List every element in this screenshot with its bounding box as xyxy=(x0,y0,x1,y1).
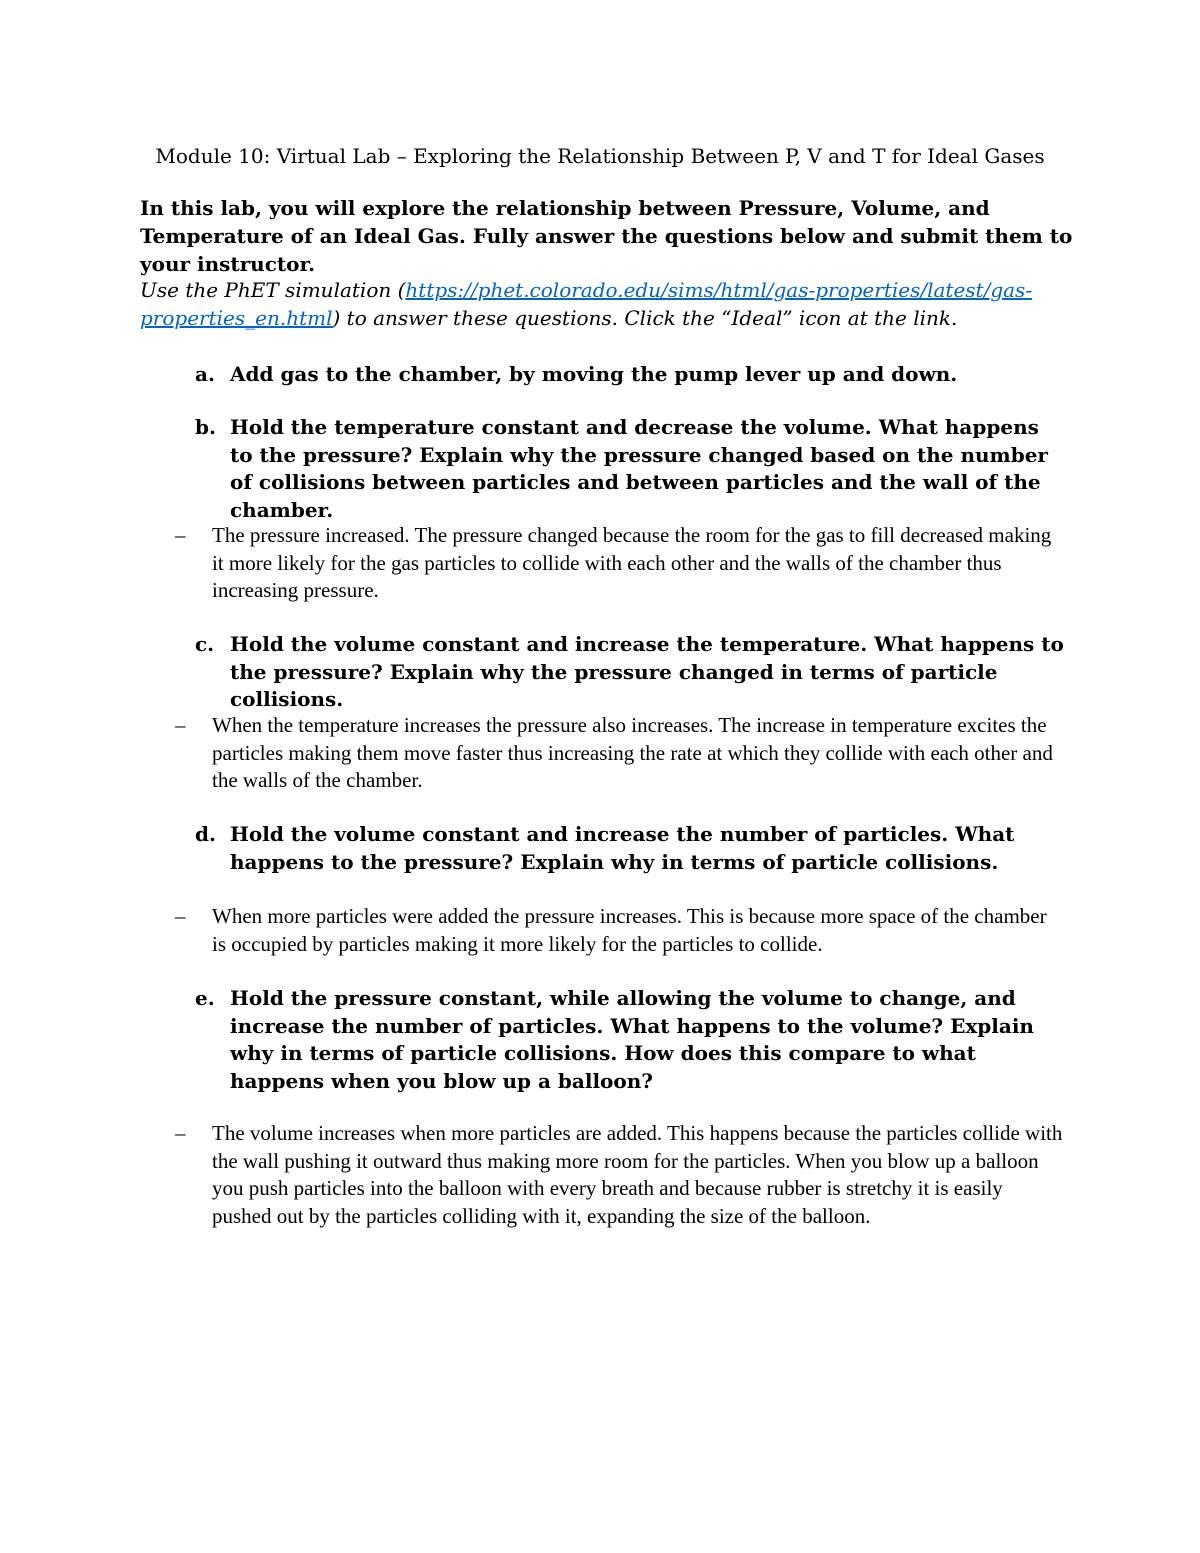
answer-b xyxy=(175,522,1065,605)
question-text: Hold the pressure constant, while allowing the volume to change, and increase the number of particles. What happens to the volume? Explain why in terms of particle collisions. How does this compare to what happens when you blow up a balloon? xyxy=(230,986,1034,1093)
answer-dash: – xyxy=(175,904,186,928)
question-letter: d. xyxy=(195,822,216,846)
question-letter: b. xyxy=(195,415,216,439)
answer-text: When more particles were added the pressure increases. This is because more space of the chamber is occupied by particles making it more likely for the particles to collide. xyxy=(212,904,1047,956)
answer-dash: – xyxy=(175,1121,186,1145)
simulation-instructions xyxy=(140,276,1080,332)
question-b xyxy=(195,414,1065,524)
question-text: Hold the volume constant and increase the temperature. What happens to the pressure? Explain why the pressure changed in terms of particle collisions. xyxy=(230,632,1064,711)
question-text: Hold the volume constant and increase the number of particles. What happens to the pressure? Explain why in terms of particle collisions. xyxy=(230,822,1015,874)
answer-dash: – xyxy=(175,713,186,737)
question-text: Hold the temperature constant and decrease the volume. What happens to the pressure? Explain why the pressure changed based on the number of collisions between particles and between particles and the wall of the chamber. xyxy=(230,415,1048,522)
simulation-suffix: ) to answer these questions. Click the “Ideal” icon at the link. xyxy=(332,306,958,330)
intro-paragraph: In this lab, you will explore the relationship between Pressure, Volume, and Temperature of an Ideal Gas. Fully answer the questions below and submit them to your instructor. xyxy=(140,196,1073,276)
answer-text: The volume increases when more particles are added. This happens because the particles collide with the wall pushing it outward thus making more room for the particles. When you blow up a balloon you push particles into the balloon with every breath and because rubber is stretchy it is easily pushed out by the particles colliding with it, expanding the size of the balloon. xyxy=(212,1121,1063,1228)
question-letter: e. xyxy=(195,986,215,1010)
document-title: Module 10: Virtual Lab – Exploring the Relationship Between P, V and T for Ideal Gases xyxy=(155,144,1045,168)
question-c xyxy=(195,631,1065,714)
question-letter: c. xyxy=(195,632,215,656)
answer-c xyxy=(175,712,1065,795)
question-text: Add gas to the chamber, by moving the pump lever up and down. xyxy=(230,362,958,386)
answer-e xyxy=(175,1120,1065,1230)
question-letter: a. xyxy=(195,362,215,386)
answer-text: The pressure increased. The pressure changed because the room for the gas to fill decreased making it more likely for the gas particles to collide with each other and the walls of the chamber thus increasing pressure. xyxy=(212,523,1052,602)
question-d xyxy=(195,821,1065,876)
phet-simulation-link[interactable]: https://phet.colorado.edu/sims/html/gas-properties/latest/gas-properties_en.html xyxy=(140,278,1033,330)
answer-d xyxy=(175,903,1065,958)
question-a xyxy=(195,361,1065,389)
question-e xyxy=(195,985,1065,1095)
answer-text: When the temperature increases the pressure also increases. The increase in temperature excites the particles making them move faster thus increasing the rate at which they collide with each other and the walls of the chamber. xyxy=(212,713,1053,792)
answer-dash: – xyxy=(175,523,186,547)
simulation-prefix: Use the PhET simulation ( xyxy=(140,278,406,302)
